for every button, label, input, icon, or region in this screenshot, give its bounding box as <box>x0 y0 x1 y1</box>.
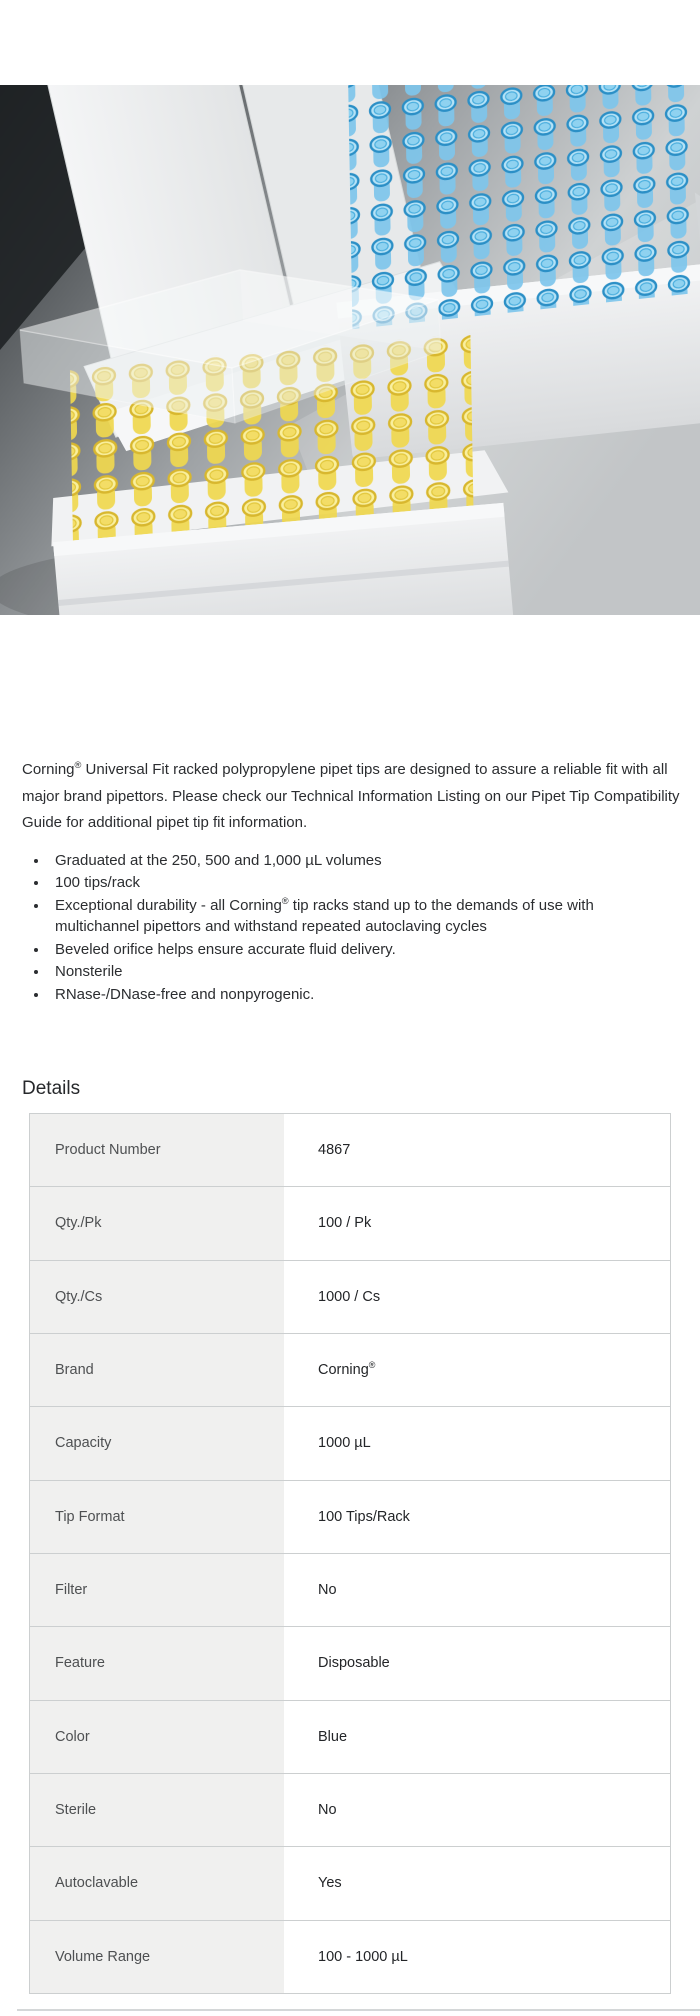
row-value: Corning® <box>318 1360 376 1379</box>
table-row <box>30 1334 670 1407</box>
row-label: Product Number <box>30 1114 284 1186</box>
feature-item: • 100 tips/rack <box>49 872 682 894</box>
row-label: Tip Format <box>30 1481 284 1553</box>
table-row <box>30 1921 670 1994</box>
details-table <box>29 1113 671 1994</box>
row-value: 1000 µL <box>318 1435 371 1452</box>
table-row <box>30 1847 670 1920</box>
table-row <box>30 1187 670 1260</box>
row-label: Feature <box>30 1627 284 1699</box>
table-row <box>30 1774 670 1847</box>
product-image <box>0 85 700 615</box>
row-label: Color <box>30 1701 284 1773</box>
table-row <box>30 1481 670 1554</box>
feature-item: • RNase-/DNase-free and nonpyrogenic. <box>49 984 682 1006</box>
row-value: 1000 / Cs <box>318 1288 381 1305</box>
table-row <box>30 1554 670 1627</box>
details-heading: Details <box>22 1078 81 1099</box>
row-value: No <box>318 1582 337 1599</box>
bottom-divider <box>17 2009 700 2011</box>
feature-item: • Exceptional durability - all Corning® tip racks stand up to the demands of use with multichannel pipettors and withstand repeated autoclaving cycles <box>49 895 682 938</box>
row-value: 100 / Pk <box>318 1215 372 1232</box>
feature-item: • Nonsterile <box>49 961 682 983</box>
table-row <box>30 1114 670 1187</box>
product-description-section <box>22 757 682 1006</box>
table-row <box>30 1261 670 1334</box>
row-label: Qty./Pk <box>30 1187 284 1259</box>
row-label: Volume Range <box>30 1921 284 1993</box>
row-label: Sterile <box>30 1774 284 1846</box>
row-value: 100 - 1000 µL <box>318 1948 408 1965</box>
row-label: Filter <box>30 1554 284 1626</box>
row-value: 4867 <box>318 1142 351 1159</box>
row-label: Capacity <box>30 1407 284 1479</box>
row-label: Brand <box>30 1334 284 1406</box>
description-paragraph: Corning® Universal Fit racked polypropylene pipet tips are designed to assure a reliable fit with all major brand pipettors. Please check our Technical Information Listing on our Pipet Tip Compatibility Guide for additional pipet tip fit information. <box>22 760 680 831</box>
feature-list <box>22 850 682 1006</box>
table-row <box>30 1627 670 1700</box>
row-value: 100 Tips/Rack <box>318 1508 410 1525</box>
row-label: Qty./Cs <box>30 1261 284 1333</box>
table-row <box>30 1407 670 1480</box>
row-label: Autoclavable <box>30 1847 284 1919</box>
row-value: Blue <box>318 1728 348 1745</box>
row-value: Disposable <box>318 1655 390 1672</box>
table-row <box>30 1701 670 1774</box>
feature-item: • Beveled orifice helps ensure accurate fluid delivery. <box>49 939 682 961</box>
pipet-tips-photo-illustration <box>0 85 700 615</box>
row-value: Yes <box>318 1875 342 1892</box>
row-value: No <box>318 1802 337 1819</box>
feature-item: • Graduated at the 250, 500 and 1,000 µL volumes <box>49 850 682 872</box>
